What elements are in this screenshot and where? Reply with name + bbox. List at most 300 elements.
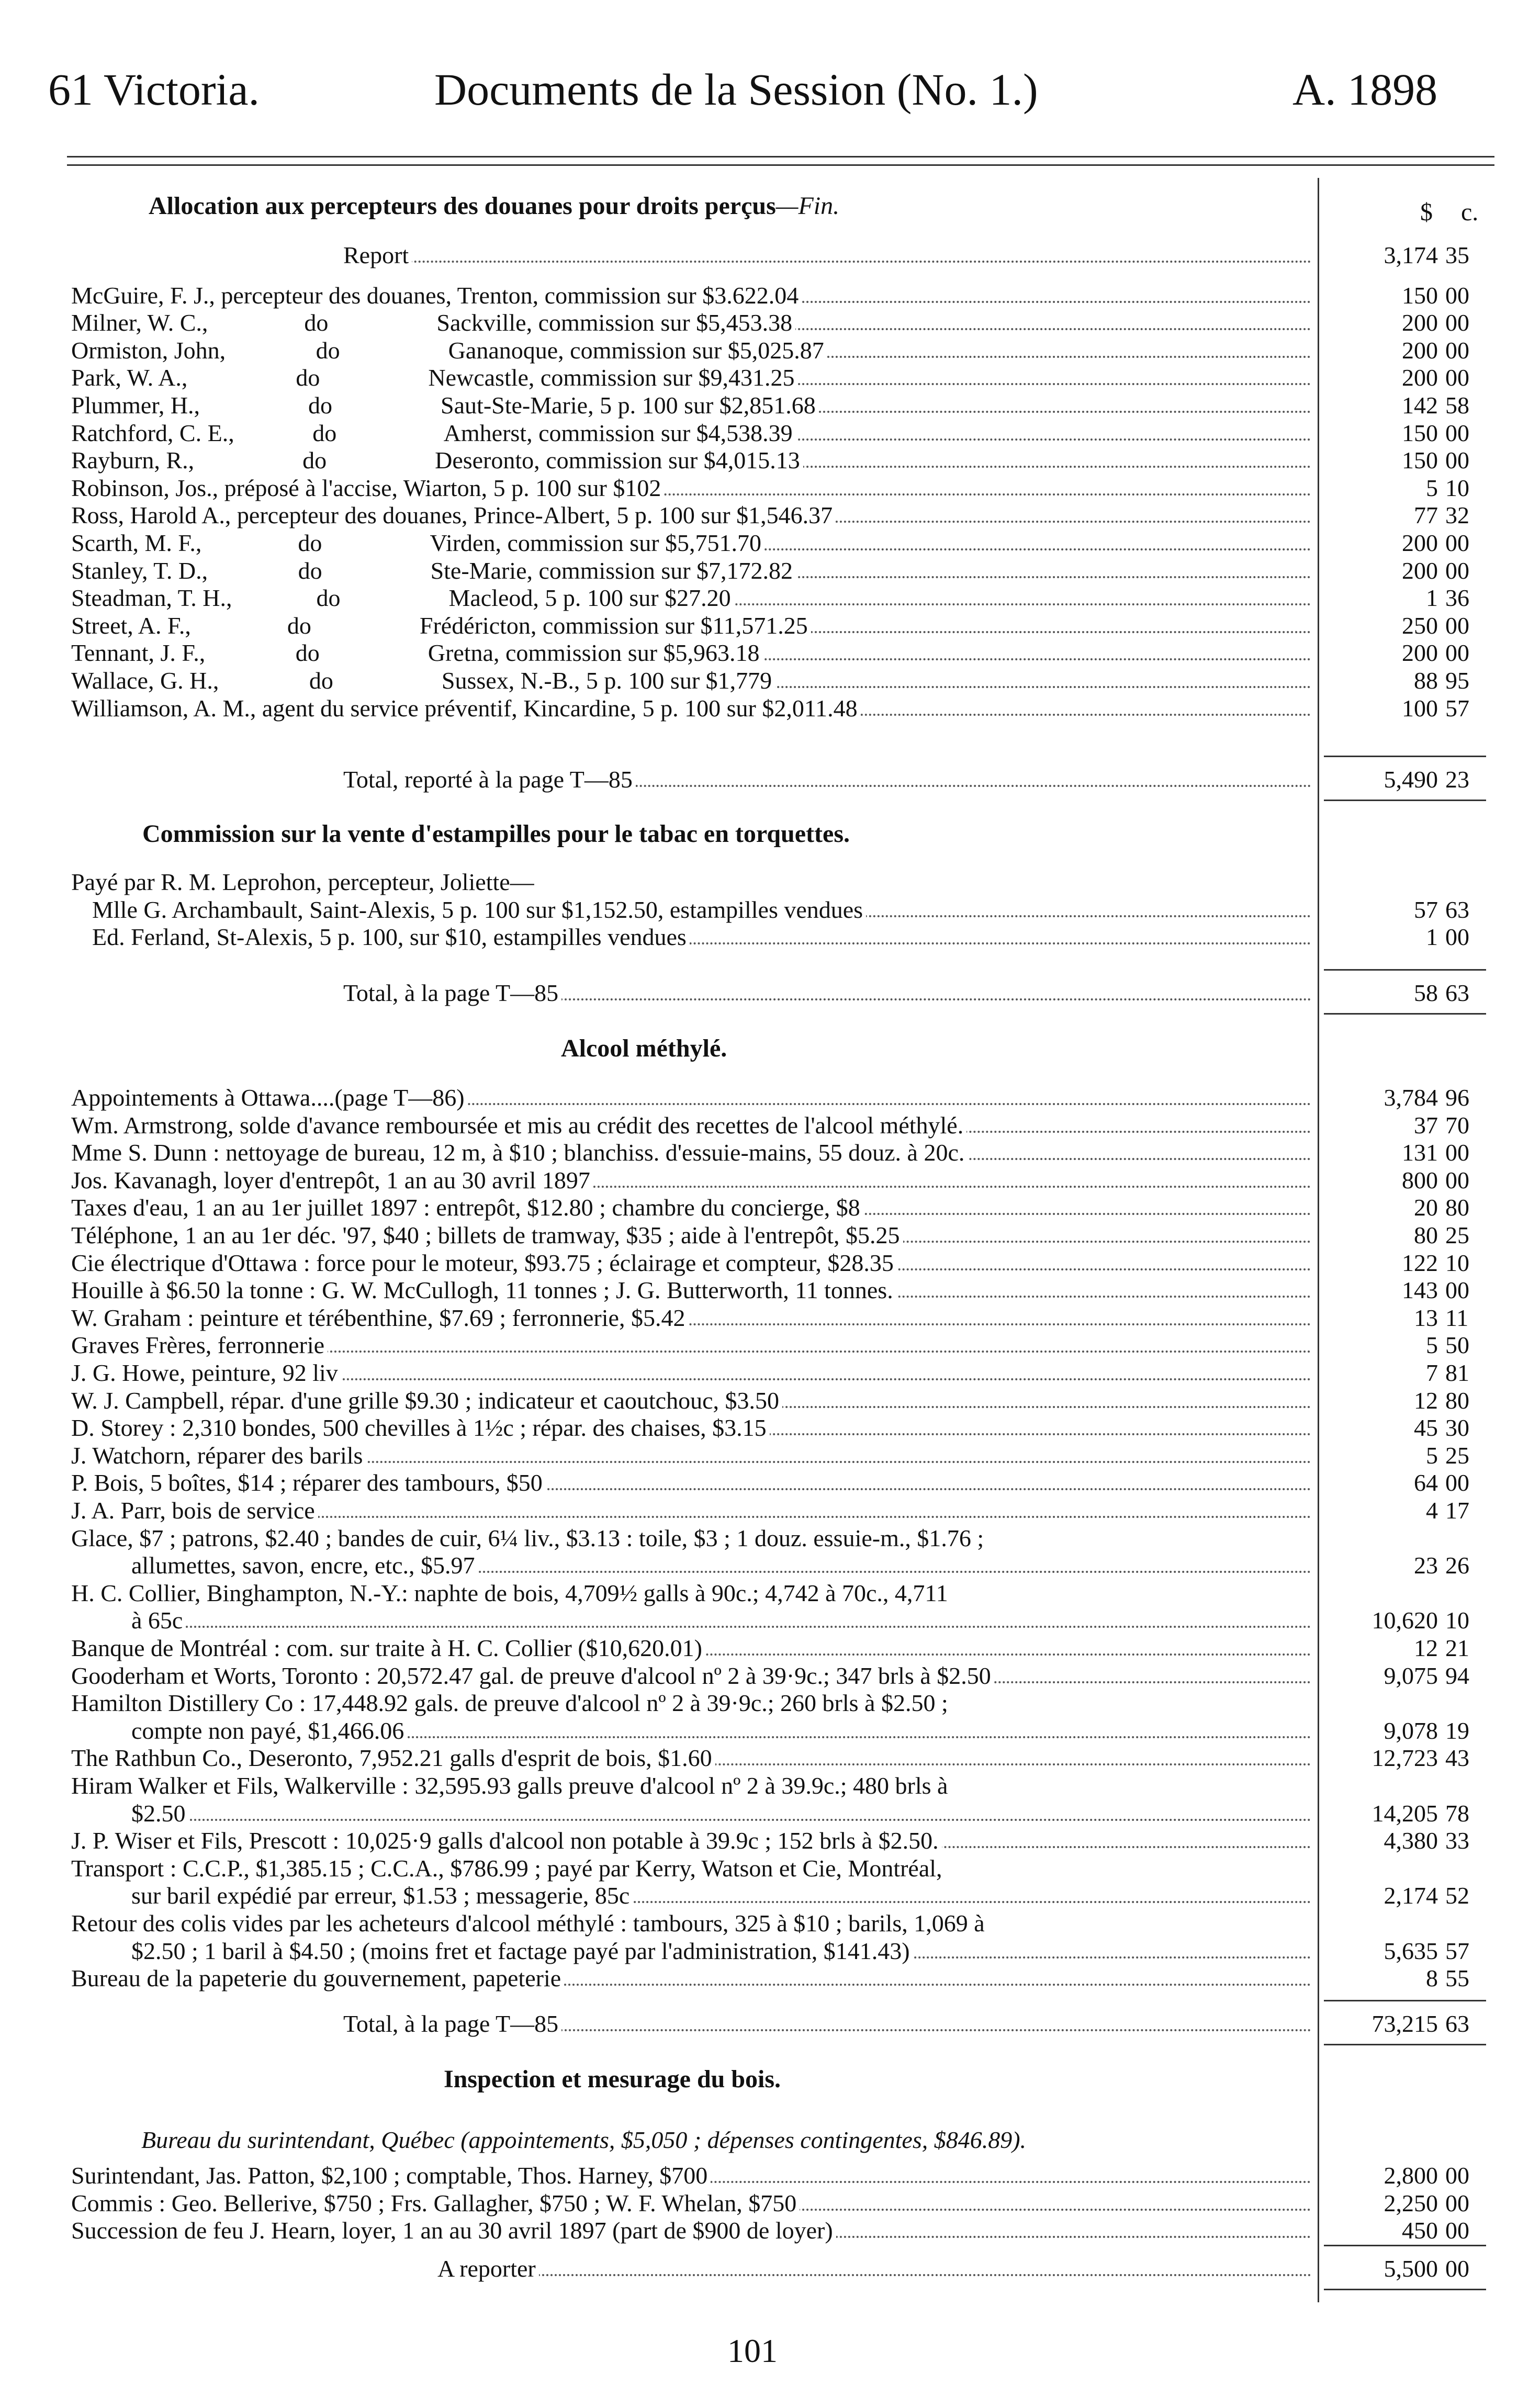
- row-description: Gooderham et Worts, Toronto : 20,572.47 gal. de preuve d'alcool nº 2 à 39·9c.; 347 brls à $2.50: [71, 1662, 994, 1689]
- sum-rule: [1324, 1013, 1486, 1015]
- amount-dollars: 7: [1426, 1359, 1438, 1386]
- amount-cents: 36: [1445, 584, 1469, 612]
- amount-cents: 55: [1445, 1965, 1469, 1992]
- sum-rule: [1324, 756, 1486, 757]
- header-rule: [67, 164, 1494, 166]
- section-heading-text: Alcool méthylé.: [561, 1034, 727, 1062]
- ledger-row: [71, 1387, 1311, 1414]
- row-description: à 65c: [131, 1607, 186, 1634]
- amount-cents: 00: [1445, 639, 1469, 667]
- row-amount: [1324, 309, 1489, 336]
- row-description: Houille à $6.50 la tonne : G. W. McCullogh, 11 tonnes ; J. G. Butterworth, 11 tonnes.: [71, 1277, 896, 1303]
- row-description: Scarth, M. F., do Virden, commission sur $5,751.70: [71, 530, 765, 556]
- amount-cents: 80: [1445, 1194, 1469, 1221]
- row-amount: [1324, 420, 1489, 447]
- row-description: Tennant, J. F., do Gretna, commission sur $5,963.18: [71, 639, 763, 666]
- row-amount: [1324, 392, 1489, 419]
- row-description: Appointements à Ottawa....(page T—86): [71, 1084, 468, 1111]
- row-description: Retour des colis vides par les acheteurs d'alcool méthylé : tambours, 325 à $10 ; barils, 1,069 à: [71, 1910, 988, 1937]
- row-amount: [1324, 447, 1489, 474]
- amount-cents: 19: [1445, 1717, 1469, 1744]
- row-description: Transport : C.C.P., $1,385.15 ; C.C.A., $786.99 ; payé par Kerry, Watson et Cie, Montréal,: [71, 1855, 946, 1882]
- ledger-row: [71, 1497, 1311, 1524]
- ledger-row: [71, 1469, 1311, 1496]
- row-amount: [1324, 1965, 1489, 1992]
- row-description: Ratchford, C. E., do Amherst, commission sur $4,538.39: [71, 420, 796, 446]
- ledger-row: [71, 1442, 1311, 1469]
- amount-cents: 26: [1445, 1552, 1469, 1579]
- row-amount: [1324, 337, 1489, 364]
- row-description: Street, A. F., do Frédéricton, commission sur $11,571.25: [71, 612, 811, 639]
- ledger-row: [71, 924, 1311, 951]
- row-amount: [1324, 364, 1489, 391]
- column-header: [1333, 198, 1485, 227]
- row-description: Milner, W. C., do Sackville, commission sur $5,453.38: [71, 309, 795, 336]
- amount-dollars: 200: [1402, 639, 1438, 667]
- row-description: Wallace, G. H., do Sussex, N.-B., 5 p. 100 sur $1,779: [71, 667, 775, 694]
- row-description: J. P. Wiser et Fils, Prescott : 10,025·9 galls d'alcool non potable à 39.9c ; 152 brls à $2.50.: [71, 1827, 942, 1854]
- amount-dollars: 9,078: [1384, 1717, 1438, 1744]
- row-amount: [1324, 924, 1489, 951]
- ledger-row: [71, 1772, 1311, 1799]
- ledger-row: [71, 869, 1311, 896]
- row-description: W. Graham : peinture et térébenthine, $7.69 ; ferronnerie, $5.42: [71, 1304, 688, 1331]
- ledger-row: [71, 2190, 1311, 2217]
- row-description: J. A. Parr, bois de service: [71, 1497, 318, 1524]
- amount-cents: 00: [1445, 612, 1469, 639]
- row-description: Glace, $7 ; patrons, $2.40 ; bandes de cuir, 6¼ liv., $3.13 : toile, $3 ; 1 douz. essuie-m., $1.76 ;: [71, 1525, 987, 1551]
- total-label: Total, reporté à la page T—85: [343, 766, 636, 793]
- row-description: Hiram Walker et Fils, Walkerville : 32,595.93 galls preuve d'alcool nº 2 à 39.9c.; 480 brls à: [71, 1772, 951, 1799]
- row-description: J. Watchorn, réparer des barils: [71, 1442, 366, 1469]
- amount-cents: 25: [1445, 1442, 1469, 1469]
- row-description: Téléphone, 1 an au 1er déc. '97, $40 ; billets de tramway, $35 ; aide à l'entrepôt, $5.25: [71, 1222, 903, 1248]
- amount-cents: 10: [1445, 1249, 1469, 1276]
- total-row: [71, 980, 1311, 1007]
- row-amount: [1324, 584, 1489, 612]
- ledger-row: [71, 1112, 1311, 1139]
- row-description: W. J. Campbell, répar. d'une grille $9.30 ; indicateur et caoutchouc, $3.50: [71, 1387, 782, 1414]
- ledger-row: [71, 1800, 1311, 1827]
- row-description: J. G. Howe, peinture, 92 liv: [71, 1359, 341, 1386]
- row-amount: [1324, 242, 1489, 269]
- ledger-row: [71, 502, 1311, 529]
- row-amount: [1324, 1745, 1489, 1772]
- amount-cents: 35: [1445, 242, 1469, 268]
- ledger-row: [71, 475, 1311, 502]
- amount-dollars: 8: [1426, 1965, 1438, 1992]
- ledger-row: [71, 242, 1311, 269]
- ledger-row: [71, 392, 1311, 419]
- row-description: Graves Frères, ferronnerie: [71, 1332, 328, 1358]
- header-title: Documents de la Session (No. 1.): [434, 64, 1038, 115]
- amount-dollars: 200: [1402, 557, 1438, 584]
- row-amount: [1324, 612, 1489, 639]
- ledger-row: [71, 1359, 1311, 1387]
- row-amount: [1324, 695, 1489, 722]
- row-description: Wm. Armstrong, solde d'avance remboursée et mis au crédit des recettes de l'alcool méthylé.: [71, 1112, 966, 1139]
- amount-cents: 10: [1445, 1607, 1469, 1634]
- row-amount: [1324, 1304, 1489, 1332]
- amount-column-divider: [1318, 178, 1319, 2302]
- amount-cents: 00: [1445, 2217, 1469, 2244]
- page-number: 101: [727, 2332, 778, 2369]
- total-label: Total, à la page T—85: [343, 980, 561, 1006]
- amount-cents: 00: [1445, 2189, 1469, 2216]
- row-description: Park, W. A., do Newcastle, commission sur $9,431.25: [71, 364, 798, 391]
- amount-cents: 63: [1445, 896, 1469, 923]
- row-description: Commis : Geo. Bellerive, $750 ; Frs. Gallagher, $750 ; W. F. Whelan, $750: [71, 2190, 800, 2216]
- row-description: compte non payé, $1,466.06: [131, 1717, 407, 1744]
- amount-cents: 00: [1445, 557, 1469, 584]
- section-heading: [444, 2067, 781, 2092]
- section-heading: [561, 1036, 727, 1061]
- row-description: Jos. Kavanagh, loyer d'entrepôt, 1 an au 30 avril 1897: [71, 1167, 593, 1194]
- row-description: Rayburn, R., do Deseronto, commission sur $4,015.13: [71, 447, 803, 474]
- amount-cents: 32: [1445, 502, 1469, 529]
- ledger-row: [71, 447, 1311, 474]
- amount-dollars: 64: [1414, 1469, 1438, 1496]
- amount-dollars: 131: [1402, 1139, 1438, 1166]
- amount-dollars: 5: [1426, 1442, 1438, 1469]
- amount-dollars: 150: [1402, 282, 1438, 309]
- ledger-row: [71, 1525, 1311, 1552]
- ledger-row: [71, 2162, 1311, 2189]
- section-heading: [149, 194, 839, 219]
- ledger-row: [71, 1910, 1311, 1937]
- row-amount: [1324, 1855, 1489, 1882]
- ledger-row: [71, 1332, 1311, 1359]
- amount-dollars: 450: [1402, 2217, 1438, 2244]
- ledger-row: [71, 1552, 1311, 1579]
- dollars-header: $: [1420, 198, 1433, 226]
- cents-header: c.: [1461, 198, 1479, 226]
- ledger-row: [71, 1938, 1311, 1965]
- row-amount: [1324, 1800, 1489, 1827]
- ledger-row: [71, 1222, 1311, 1249]
- row-description: The Rathbun Co., Deseronto, 7,952.21 galls d'esprit de bois, $1.60: [71, 1745, 715, 1771]
- row-description: Steadman, T. H., do Macleod, 5 p. 100 sur $27.20: [71, 584, 734, 611]
- amount-dollars: 12,723: [1371, 1745, 1438, 1772]
- row-amount: [1324, 2217, 1489, 2244]
- amount-cents: 00: [1445, 282, 1469, 309]
- ledger-row: [71, 1690, 1311, 1717]
- sum-rule: [1324, 2245, 1486, 2246]
- row-amount: [1324, 1910, 1489, 1937]
- ledger-row: [71, 1084, 1311, 1111]
- sum-rule: [1324, 969, 1486, 971]
- total-cents: 63: [1445, 980, 1469, 1006]
- row-amount: [1324, 502, 1489, 529]
- amount-dollars: 10,620: [1371, 1607, 1438, 1634]
- amount-dollars: 5,635: [1384, 1937, 1438, 1964]
- row-amount: [1324, 1827, 1489, 1854]
- sum-rule: [1324, 2000, 1486, 2001]
- row-amount: [1324, 1717, 1489, 1745]
- amount-cents: 96: [1445, 1084, 1469, 1111]
- amount-dollars: 5: [1426, 1332, 1438, 1359]
- header-session: 61 Victoria.: [48, 64, 260, 115]
- amount-dollars: 4,380: [1384, 1827, 1438, 1854]
- row-description: H. C. Collier, Binghampton, N.-Y.: naphte de bois, 4,709½ galls à 90c.; 4,742 à 70c., 4,711: [71, 1580, 951, 1606]
- row-description: Williamson, A. M., agent du service préventif, Kincardine, 5 p. 100 sur $2,011.48: [71, 695, 861, 722]
- amount-cents: 80: [1445, 1387, 1469, 1414]
- row-description: Ormiston, John, do Gananoque, commission sur $5,025.87: [71, 337, 827, 364]
- row-amount: [1324, 2190, 1489, 2217]
- amount-dollars: 122: [1402, 1249, 1438, 1276]
- row-amount: [1324, 1662, 1489, 1690]
- amount-cents: 43: [1445, 1745, 1469, 1772]
- amount-dollars: 100: [1402, 694, 1438, 722]
- amount-cents: 00: [1445, 924, 1469, 951]
- amount-cents: 57: [1445, 1937, 1469, 1964]
- amount-cents: 00: [1445, 1139, 1469, 1166]
- section-heading-suffix: —Fin.: [775, 192, 840, 220]
- row-description: Succession de feu J. Hearn, loyer, 1 an au 30 avril 1897 (part de $900 de loyer): [71, 2217, 836, 2244]
- section-heading-text: Inspection et mesurage du bois.: [444, 2065, 781, 2093]
- amount-cents: 10: [1445, 474, 1469, 501]
- row-description: Surintendant, Jas. Patton, $2,100 ; comptable, Thos. Harney, $700: [71, 2162, 711, 2189]
- total-amount: [1324, 980, 1489, 1007]
- amount-cents: 58: [1445, 392, 1469, 419]
- amount-cents: 30: [1445, 1414, 1469, 1442]
- total-dollars: 5,500: [1384, 2255, 1438, 2282]
- amount-cents: 17: [1445, 1497, 1469, 1524]
- amount-dollars: 23: [1414, 1552, 1438, 1579]
- amount-dollars: 12: [1414, 1387, 1438, 1414]
- row-amount: [1324, 896, 1489, 924]
- row-amount: [1324, 1167, 1489, 1194]
- amount-dollars: 14,205: [1371, 1799, 1438, 1827]
- ledger-row: [71, 1414, 1311, 1442]
- row-amount: [1324, 1277, 1489, 1304]
- amount-dollars: 80: [1414, 1222, 1438, 1248]
- ledger-row: [71, 1717, 1311, 1745]
- amount-dollars: 250: [1402, 612, 1438, 639]
- ledger-row: [71, 584, 1311, 612]
- row-amount: [1324, 530, 1489, 557]
- row-amount: [1324, 1332, 1489, 1359]
- row-amount: [1324, 1580, 1489, 1607]
- row-amount: [1324, 1882, 1489, 1909]
- ledger-row: [71, 364, 1311, 391]
- amount-dollars: 200: [1402, 530, 1438, 556]
- amount-dollars: 150: [1402, 419, 1438, 446]
- row-description: D. Storey : 2,310 bondes, 500 chevilles à 1½c ; répar. des chaises, $3.15: [71, 1414, 770, 1441]
- row-amount: [1324, 667, 1489, 694]
- row-description: Hamilton Distillery Co : 17,448.92 gals. de preuve d'alcool nº 2 à 39·9c.; 260 brls à $2.50 ;: [71, 1690, 951, 1716]
- ledger-row: [71, 1277, 1311, 1304]
- amount-dollars: 1: [1426, 924, 1438, 951]
- row-description: Report: [343, 242, 412, 268]
- amount-dollars: 150: [1402, 447, 1438, 474]
- ledger-row: [71, 1607, 1311, 1634]
- section-subheading: Bureau du surintendant, Québec (appointements, $5,050 ; dépenses contingentes, $846.89).: [141, 2126, 1027, 2153]
- ledger-row: [71, 420, 1311, 447]
- ledger-row: [71, 337, 1311, 364]
- total-amount: [1324, 2255, 1489, 2282]
- row-description: $2.50: [131, 1800, 189, 1827]
- ledger-row: [71, 1194, 1311, 1221]
- amount-cents: 00: [1445, 1166, 1469, 1194]
- amount-dollars: 12: [1414, 1635, 1438, 1661]
- ledger-row: [71, 1855, 1311, 1882]
- ledger-row: [71, 1965, 1311, 1992]
- row-description: $2.50 ; 1 baril à $4.50 ; (moins fret et factage payé par l'administration, $141.43): [131, 1938, 913, 1964]
- amount-dollars: 200: [1402, 336, 1438, 364]
- amount-cents: 57: [1445, 694, 1469, 722]
- amount-cents: 33: [1445, 1827, 1469, 1854]
- total-dollars: 73,215: [1371, 2010, 1438, 2037]
- sum-rule: [1324, 2289, 1486, 2290]
- amount-cents: 25: [1445, 1222, 1469, 1248]
- amount-cents: 52: [1445, 1882, 1469, 1909]
- row-amount: [1324, 1359, 1489, 1387]
- amount-cents: 81: [1445, 1359, 1469, 1386]
- amount-cents: 00: [1445, 1277, 1469, 1304]
- amount-cents: 00: [1445, 447, 1469, 474]
- amount-dollars: 200: [1402, 309, 1438, 336]
- section-heading: [142, 822, 850, 847]
- header-rule: [67, 156, 1494, 157]
- row-description: Banque de Montréal : com. sur traite à H. C. Collier ($10,620.01): [71, 1635, 705, 1661]
- ledger-row: [71, 1662, 1311, 1690]
- ledger-row: [71, 1580, 1311, 1607]
- amount-dollars: 37: [1414, 1111, 1438, 1139]
- total-row: [71, 2010, 1311, 2038]
- amount-cents: 00: [1445, 336, 1469, 364]
- row-description: allumettes, savon, encre, etc., $5.97: [131, 1552, 478, 1579]
- row-description: Payé par R. M. Leprohon, percepteur, Joliette—: [71, 869, 537, 895]
- ledger-row: [71, 1745, 1311, 1772]
- total-label: A reporter: [437, 2255, 539, 2282]
- amount-dollars: 13: [1414, 1304, 1438, 1331]
- ledger-row: [71, 639, 1311, 667]
- row-description: Cie électrique d'Ottawa : force pour le moteur, $93.75 ; éclairage et compteur, $28.35: [71, 1250, 897, 1276]
- ledger-row: [71, 1882, 1311, 1909]
- row-amount: [1324, 1552, 1489, 1579]
- ledger-row: [71, 530, 1311, 557]
- header-year: A. 1898: [1292, 64, 1438, 115]
- ledger-row: [71, 282, 1311, 309]
- total-row: [71, 2255, 1311, 2282]
- amount-dollars: 3,174: [1384, 242, 1438, 268]
- ledger-row: [71, 309, 1311, 336]
- ledger-row: [71, 896, 1311, 924]
- ledger-row: [71, 667, 1311, 694]
- amount-cents: 00: [1445, 530, 1469, 556]
- total-dollars: 5,490: [1384, 766, 1438, 793]
- row-amount: [1324, 1250, 1489, 1277]
- ledger-row: [71, 1304, 1311, 1332]
- row-amount: [1324, 639, 1489, 667]
- ledger-row: [71, 695, 1311, 722]
- row-amount: [1324, 1222, 1489, 1249]
- amount-cents: 21: [1445, 1635, 1469, 1661]
- amount-cents: 94: [1445, 1662, 1469, 1689]
- amount-cents: 00: [1445, 419, 1469, 446]
- amount-cents: 78: [1445, 1799, 1469, 1827]
- row-description: sur baril expédié par erreur, $1.53 ; messagerie, 85c: [131, 1882, 633, 1909]
- sum-rule: [1324, 2044, 1486, 2045]
- row-description: P. Bois, 5 boîtes, $14 ; réparer des tambours, $50: [71, 1469, 546, 1496]
- row-amount: [1324, 1690, 1489, 1717]
- total-dollars: 58: [1414, 980, 1438, 1006]
- amount-dollars: 142: [1402, 392, 1438, 419]
- amount-dollars: 45: [1414, 1414, 1438, 1442]
- row-description: Ross, Harold A., percepteur des douanes, Prince-Albert, 5 p. 100 sur $1,546.37: [71, 502, 836, 528]
- amount-cents: 00: [1445, 309, 1469, 336]
- amount-dollars: 4: [1426, 1497, 1438, 1524]
- row-amount: [1324, 1469, 1489, 1496]
- row-amount: [1324, 1772, 1489, 1799]
- section-heading-text: Commission sur la vente d'estampilles pour le tabac en torquettes.: [142, 820, 850, 848]
- row-description: Taxes d'eau, 1 an au 1er juillet 1897 : entrepôt, $12.80 ; chambre du concierge, $8: [71, 1194, 863, 1221]
- amount-dollars: 3,784: [1384, 1084, 1438, 1111]
- amount-cents: 95: [1445, 667, 1469, 694]
- row-amount: [1324, 1525, 1489, 1552]
- amount-cents: 70: [1445, 1111, 1469, 1139]
- row-amount: [1324, 1139, 1489, 1166]
- sum-rule: [1324, 800, 1486, 801]
- ledger-row: [71, 612, 1311, 639]
- row-amount: [1324, 557, 1489, 584]
- ledger-row: [71, 1635, 1311, 1662]
- row-description: Stanley, T. D., do Ste-Marie, commission sur $7,172.82: [71, 557, 796, 584]
- amount-dollars: 2,174: [1384, 1882, 1438, 1909]
- row-amount: [1324, 1607, 1489, 1634]
- section-heading-text: Allocation aux percepteurs des douanes pour droits perçus: [149, 192, 776, 220]
- total-cents: 23: [1445, 766, 1469, 793]
- total-cents: 63: [1445, 2010, 1469, 2037]
- ledger-row: [71, 1250, 1311, 1277]
- row-amount: [1324, 282, 1489, 309]
- amount-dollars: 5: [1426, 474, 1438, 501]
- row-description: Ed. Ferland, St-Alexis, 5 p. 100, sur $10, estampilles vendues: [92, 924, 690, 950]
- row-amount: [1324, 1112, 1489, 1139]
- ledger-row: [71, 1827, 1311, 1854]
- row-description: Robinson, Jos., préposé à l'accise, Wiarton, 5 p. 100 sur $102: [71, 475, 664, 501]
- amount-dollars: 2,250: [1384, 2189, 1438, 2216]
- amount-dollars: 800: [1402, 1166, 1438, 1194]
- row-description: McGuire, F. J., percepteur des douanes, Trenton, commission sur $3.622.04: [71, 282, 802, 309]
- row-description: Plummer, H., do Saut-Ste-Marie, 5 p. 100 sur $2,851.68: [71, 392, 819, 419]
- ledger-row: [71, 1139, 1311, 1166]
- amount-dollars: 1: [1426, 584, 1438, 612]
- row-description: Mme S. Dunn : nettoyage de bureau, 12 m, à $10 ; blanchiss. d'essuie-mains, 55 douz. à 20c.: [71, 1139, 968, 1166]
- row-amount: [1324, 869, 1489, 896]
- row-description: Bureau de la papeterie du gouvernement, papeterie: [71, 1965, 564, 1991]
- row-amount: [1324, 2162, 1489, 2189]
- amount-dollars: 9,075: [1384, 1662, 1438, 1689]
- amount-dollars: 20: [1414, 1194, 1438, 1221]
- amount-dollars: 143: [1402, 1277, 1438, 1304]
- amount-dollars: 2,800: [1384, 2162, 1438, 2189]
- total-cents: 00: [1445, 2255, 1469, 2282]
- amount-dollars: 200: [1402, 364, 1438, 391]
- row-description: Mlle G. Archambault, Saint-Alexis, 5 p. 100 sur $1,152.50, estampilles vendues: [92, 896, 866, 923]
- total-amount: [1324, 766, 1489, 793]
- ledger-row: [71, 557, 1311, 584]
- ledger-row: [71, 2217, 1311, 2244]
- row-amount: [1324, 1084, 1489, 1111]
- total-label: Total, à la page T—85: [343, 2010, 561, 2037]
- amount-dollars: 88: [1414, 667, 1438, 694]
- amount-cents: 00: [1445, 364, 1469, 391]
- amount-cents: 00: [1445, 2162, 1469, 2189]
- amount-cents: 11: [1445, 1304, 1469, 1331]
- row-amount: [1324, 1635, 1489, 1662]
